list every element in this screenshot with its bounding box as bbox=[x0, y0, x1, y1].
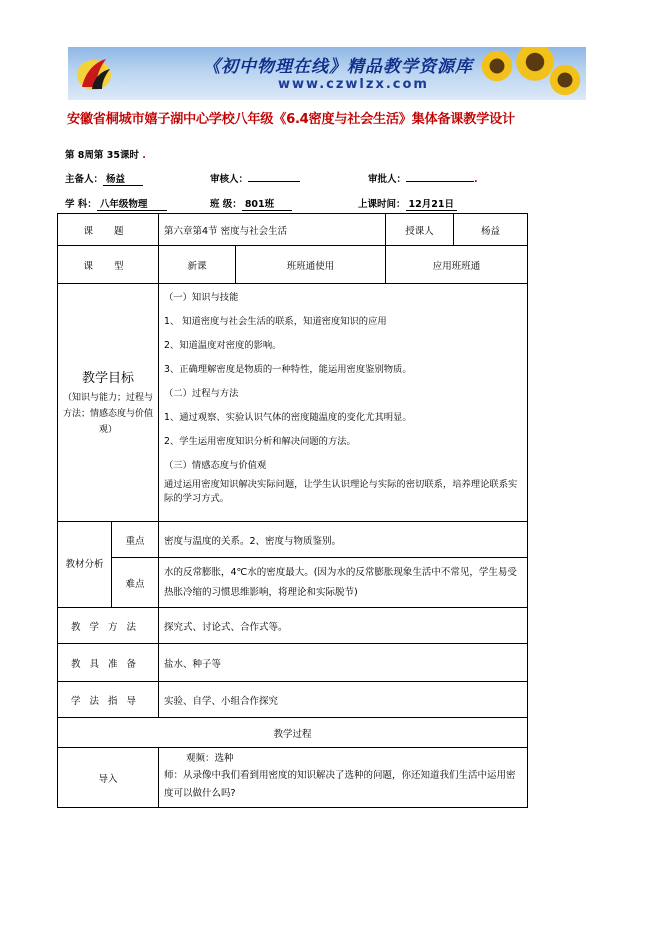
analysis-label: 教材分析 bbox=[58, 522, 112, 608]
lead-label: 主备人： bbox=[65, 174, 104, 185]
difficult-label: 难点 bbox=[112, 558, 159, 608]
week-info: 第 8周第 35课时 . bbox=[65, 150, 146, 161]
goals-row bbox=[58, 284, 528, 522]
approver-field: 审批人： . bbox=[368, 174, 478, 185]
method-label: 教学方法 bbox=[58, 608, 159, 644]
intro-row bbox=[58, 748, 528, 808]
type-row bbox=[58, 246, 528, 284]
goals-label: 教学目标 bbox=[81, 371, 134, 386]
reviewer-field bbox=[210, 171, 300, 185]
teacher-label: 授课人 bbox=[386, 214, 454, 246]
class-value: 801班 bbox=[242, 196, 292, 211]
type-value: 新课 bbox=[159, 246, 236, 284]
goal-item: （一）知识与技能 bbox=[164, 292, 239, 303]
date-value: 12月21日 bbox=[406, 196, 457, 211]
learn-row bbox=[58, 682, 528, 718]
intro-label: 导入 bbox=[58, 748, 159, 808]
tools-row bbox=[58, 644, 528, 682]
class-label: 班 级： bbox=[210, 199, 242, 210]
learn-value: 实验、自学、小组合作探究 bbox=[159, 682, 528, 718]
topic-value: 第六章第4节 密度与社会生活 bbox=[159, 214, 386, 246]
lead-value: 杨益 bbox=[103, 171, 143, 186]
method-row bbox=[58, 608, 528, 644]
teacher-value: 杨益 bbox=[454, 214, 528, 246]
intro-line: 师：从录像中我们看到用密度的知识解决了选种的问题，你还知道我们生活中运用密度可以做什么吗? bbox=[164, 770, 516, 799]
goal-item: 1、 知道密度与社会生活的联系，知道密度知识的应用 bbox=[164, 316, 387, 327]
goals-label-cell bbox=[58, 284, 159, 522]
banner-title: 《初中物理在线》精品教学资源库 bbox=[203, 57, 473, 77]
goal-item: 2、知道温度对密度的影响。 bbox=[164, 340, 282, 351]
key-label: 重点 bbox=[112, 522, 159, 558]
lesson-plan-table bbox=[57, 213, 528, 808]
topic-label: 课 题 bbox=[58, 214, 159, 246]
intro-line: 观频：选种 bbox=[186, 753, 234, 764]
subject-label: 学 科： bbox=[65, 199, 97, 210]
tools-value: 盐水、种子等 bbox=[159, 644, 528, 682]
method-value: 探究式、讨论式、合作式等。 bbox=[159, 608, 528, 644]
goal-item: （三）情感态度与价值观 bbox=[164, 460, 267, 471]
type-label: 课 型 bbox=[58, 246, 159, 284]
week-label: 第 8周第 35课时 bbox=[65, 150, 139, 161]
date-label: 上课时间： bbox=[358, 199, 406, 210]
goal-item: 2、学生运用密度知识分析和解决问题的方法。 bbox=[164, 436, 356, 447]
difficult-row bbox=[58, 558, 528, 608]
usage-label: 班班通使用 bbox=[236, 246, 386, 284]
goal-item: 3、正确理解密度是物质的一种特性，能运用密度鉴别物质。 bbox=[164, 364, 412, 375]
document-title: 安徽省桐城市嬉子湖中心学校八年级《6.4密度与社会生活》集体备课教学设计 bbox=[67, 112, 515, 127]
reviewer-label: 审核人： bbox=[210, 174, 249, 185]
class-field bbox=[210, 196, 292, 211]
difficult-value: 水的反常膨胀，4℃水的密度最大。(因为水的反常膨胀现象生活中不常见，学生易受热胀冷缩的习惯思维影响，将理论和实际脱节) bbox=[159, 558, 528, 608]
topic-row bbox=[58, 214, 528, 246]
intro-content bbox=[159, 748, 528, 808]
header-banner bbox=[68, 47, 586, 100]
subject-field bbox=[65, 196, 167, 211]
usage-value: 应用班班通 bbox=[386, 246, 528, 284]
key-row bbox=[58, 522, 528, 558]
tools-label: 教具准备 bbox=[58, 644, 159, 682]
goals-list bbox=[159, 284, 528, 522]
approver-label: 审批人： bbox=[368, 174, 407, 185]
approver-value bbox=[406, 181, 474, 182]
banner-url: www.czwlzx.com bbox=[278, 77, 429, 92]
date-field bbox=[358, 196, 457, 211]
goals-sub: （知识与能力；过程与方法；情感态度与价值观） bbox=[63, 393, 154, 435]
lead-field bbox=[65, 171, 143, 186]
logo-icon bbox=[72, 51, 116, 95]
goal-item: （二）过程与方法 bbox=[164, 388, 239, 399]
goal-item: 1、通过观察、实验认识气体的密度随温度的变化尤其明显。 bbox=[164, 412, 412, 423]
learn-label: 学法指导 bbox=[58, 682, 159, 718]
reviewer-value bbox=[248, 181, 300, 182]
process-label: 教学过程 bbox=[58, 718, 528, 748]
process-row bbox=[58, 718, 528, 748]
goal-item: 通过运用密度知识解决实际问题，让学生认识理论与实际的密切联系，培养理论联系实际的学习方式。 bbox=[164, 479, 518, 504]
subject-value: 八年级物理 bbox=[97, 196, 167, 211]
key-value: 密度与温度的关系。2、密度与物质鉴别。 bbox=[159, 522, 528, 558]
